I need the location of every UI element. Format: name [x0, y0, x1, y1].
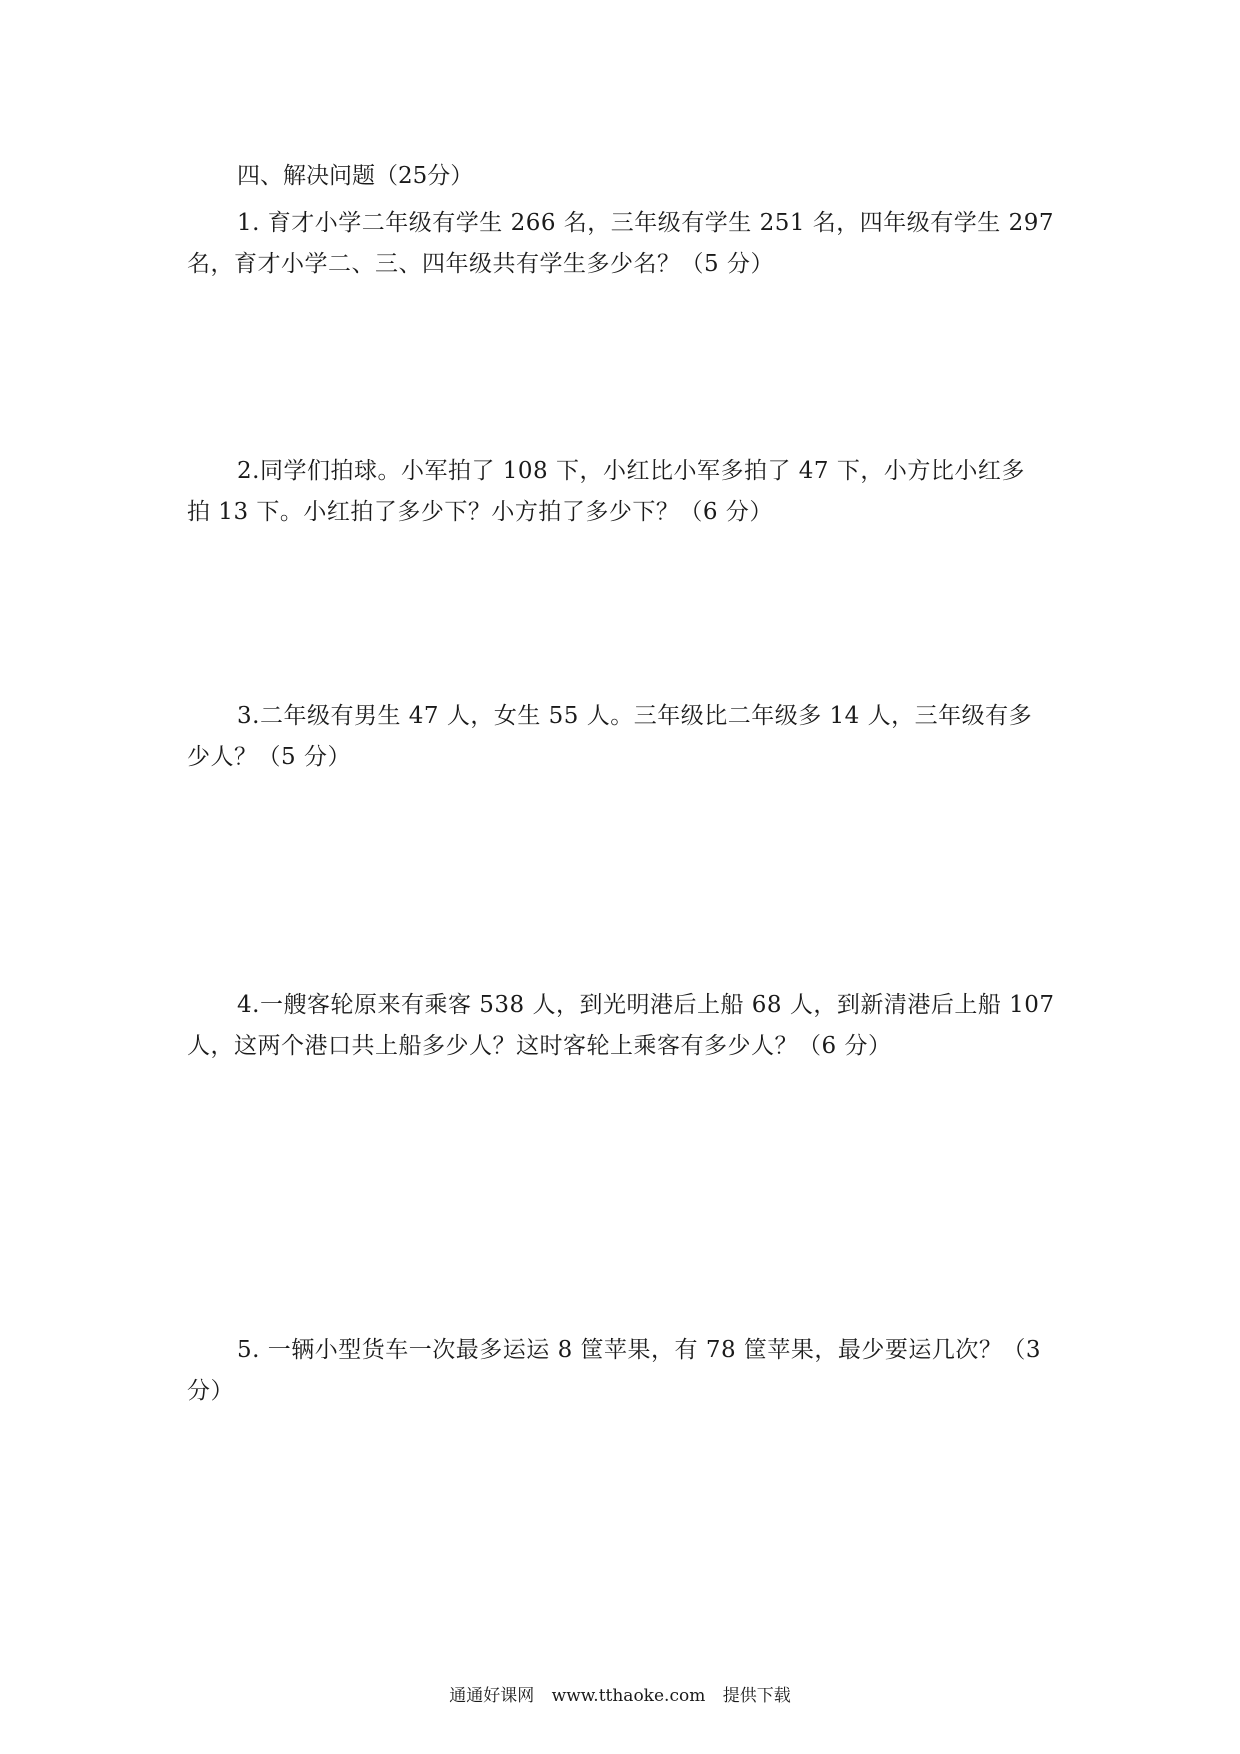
- question-3: [187, 696, 1057, 778]
- question-1-line-1: 1. 育才小学二年级有学生 266 名，三年级有学生 251 名，四年级有学生 297: [237, 210, 1055, 236]
- page-footer: [0, 1684, 1240, 1708]
- question-4-line-1: 4.一艘客轮原来有乘客 538 人，到光明港后上船 68 人，到新清港后上船 107: [237, 992, 1055, 1018]
- question-3-line-1: 3.二年级有男生 47 人，女生 55 人。三年级比二年级多 14 人，三年级有多: [237, 703, 1033, 729]
- question-5: [187, 1330, 1057, 1412]
- question-1: [187, 203, 1057, 285]
- question-2-line-1: 2.同学们拍球。小军拍了 108 下，小红比小军多拍了 47 下，小方比小红多: [237, 458, 1025, 484]
- question-1-line-2: 名，育才小学二、三、四年级共有学生多少名？（5 分）: [187, 251, 774, 277]
- question-2: [187, 451, 1057, 533]
- footer-suffix: 提供下载: [722, 1686, 791, 1706]
- question-5-line-2: 分）: [187, 1378, 234, 1404]
- footer-site-name: 通通好课网: [449, 1686, 535, 1706]
- section-title: 四、解决问题（25分）: [237, 163, 474, 189]
- question-4: [187, 985, 1057, 1067]
- question-3-line-2: 少人？（5 分）: [187, 744, 351, 770]
- question-5-line-1: 5. 一辆小型货车一次最多运运 8 筐苹果，有 78 筐苹果，最少要运几次？（3: [237, 1337, 1042, 1363]
- question-4-line-2: 人，这两个港口共上船多少人？这时客轮上乘客有多少人？（6 分）: [187, 1033, 892, 1059]
- footer-url-link[interactable]: www.tthaoke.com: [551, 1686, 706, 1706]
- question-2-line-2: 拍 13 下。小红拍了多少下？小方拍了多少下？（6 分）: [187, 499, 773, 525]
